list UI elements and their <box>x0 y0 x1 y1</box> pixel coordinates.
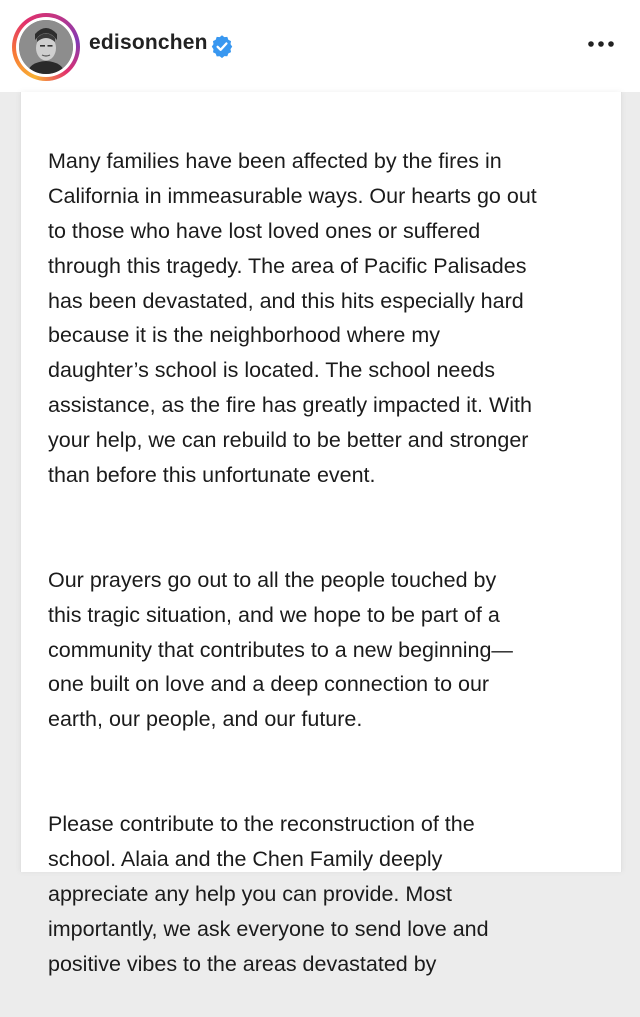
caption-paragraph-3: Please contribute to the reconstruction of the school. Alaia and the Chen Family deeply appreciate any help you can provide. Most importantly, we ask everyone to send love and positive vibes to the areas devastated by <box>48 812 489 976</box>
avatar[interactable] <box>19 20 73 74</box>
post-header <box>0 0 640 92</box>
more-options-icon[interactable] <box>586 32 616 56</box>
caption-paragraph-1: Many families have been affected by the fires in California in immeasurable ways. Our hearts go out to those who have lost loved ones or suffered through this tragedy. The area of Pacific Palisades has been devastated, and this hits especially hard because it is the neighborhood where my daughter’s school is located. The school needs assistance, as the fire has greatly impacted it. With your help, we can rebuild to be better and stronger than before this unfortunate event. <box>48 148 537 488</box>
post-caption <box>48 109 603 1017</box>
username[interactable]: edisonchen <box>89 31 208 54</box>
story-ring[interactable] <box>12 13 80 81</box>
avatar-frame <box>16 17 76 77</box>
caption-paragraph-2: Our prayers go out to all the people touched by this tragic situation, and we hope to be part of a community that contributes to a new beginning— one built on love and a deep connection to our earth, our people, and our future. <box>48 567 513 732</box>
post-card <box>20 92 622 976</box>
avatar-photo <box>19 20 73 74</box>
verified-badge-icon <box>210 34 234 58</box>
